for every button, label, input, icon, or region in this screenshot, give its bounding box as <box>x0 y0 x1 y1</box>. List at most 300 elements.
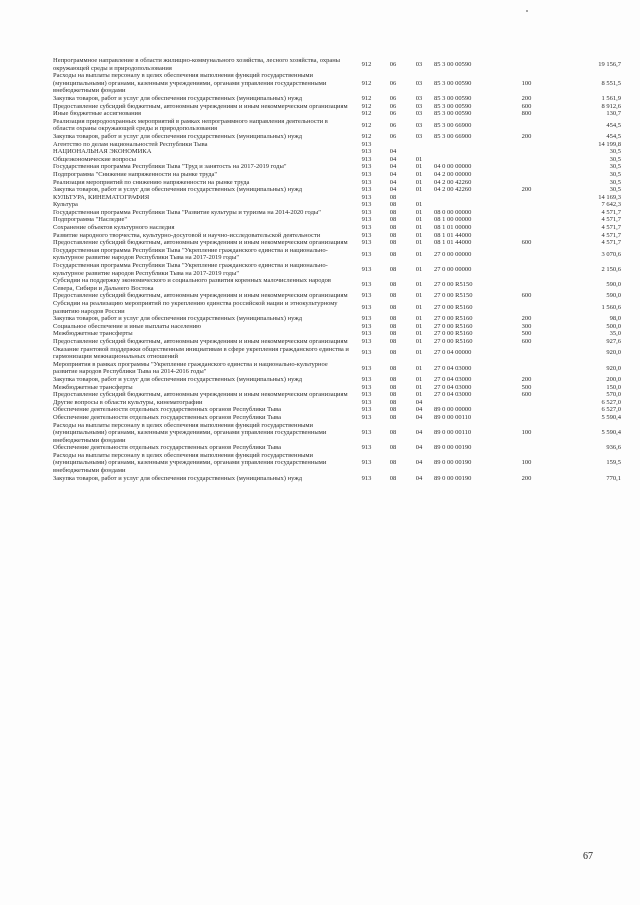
table-row <box>52 422 622 445</box>
row-ved-code: 912 <box>361 102 372 110</box>
row-section-code: 08 <box>389 193 397 201</box>
row-amount: 4 571,7 <box>601 216 621 224</box>
row-target-article-code: 08 1 00 00000 <box>434 216 472 224</box>
row-subsection-code: 04 <box>415 398 423 406</box>
row-name: Реализация природоохранных мероприятий в рамках непрограммного направления деятельности в области охраны окружающей среды и природопользования <box>53 117 328 133</box>
row-name: Межбюджетные трансферты <box>53 330 133 338</box>
row-target-article-code: 27 0 00 R5160 <box>434 330 473 338</box>
row-name: Предоставление субсидий бюджетным, автономным учреждениям и иным некоммерческим организациям <box>53 292 348 300</box>
row-target-article-code: 89 0 00 00190 <box>434 444 472 452</box>
row-target-article-code <box>433 141 509 149</box>
row-target-article-code: 89 0 00 00110 <box>434 413 472 421</box>
row-name: Субсидии на поддержку экономического и социального развития коренных малочисленных народов Севера, Сибири и Дальнего Востока <box>53 277 331 292</box>
row-amount: 30,5 <box>609 170 621 178</box>
row-expense-type-code <box>509 141 544 149</box>
row-target-article-code: 27 0 04 03000 <box>434 364 472 372</box>
row-target-article-code <box>433 156 509 164</box>
row-name: КУЛЬТУРА, КИНЕМАТОГРАФИЯ <box>53 193 150 201</box>
table-row <box>52 391 622 399</box>
row-expense-type-code <box>509 171 544 179</box>
row-ved-code: 913 <box>361 364 372 372</box>
row-target-article-code: 27 0 00 R5160 <box>434 315 473 323</box>
row-subsection-code: 04 <box>415 444 423 452</box>
row-section-code: 08 <box>389 281 397 289</box>
table-row <box>52 171 622 179</box>
table-row <box>52 384 622 392</box>
row-name: Непрограммное направление в области жилищно-коммунального хозяйства, лесного хозяйства, охраны окружающей среды и природопользования <box>53 57 341 72</box>
row-section-code: 08 <box>389 364 397 372</box>
row-subsection-code: 03 <box>415 94 423 102</box>
row-target-article-code: 89 0 00 00000 <box>434 406 472 414</box>
row-name: Государственная программа Республики Тыва "Укрепление гражданского единства и национально-культурное развитие народов Республики Тыва на 2017-2019 годы" <box>53 246 328 262</box>
row-name: Социальное обеспечение и иные выплаты населению <box>53 322 202 330</box>
row-expense-type-code: 600 <box>521 239 532 247</box>
row-target-article-code: 27 0 04 03000 <box>434 383 472 391</box>
table-row <box>52 186 622 194</box>
table-row <box>52 179 622 187</box>
row-amount: 5 590,4 <box>601 429 621 437</box>
table-row <box>52 338 622 346</box>
row-subsection-code: 01 <box>415 364 423 372</box>
row-ved-code: 913 <box>361 406 372 414</box>
row-expense-type-code <box>509 300 544 315</box>
row-subsection-code: 01 <box>415 349 423 357</box>
row-expense-type-code <box>509 406 544 414</box>
row-ved-code: 912 <box>361 60 372 68</box>
row-ved-code: 913 <box>361 265 372 273</box>
row-expense-type-code <box>509 179 544 187</box>
row-subsection-code: 04 <box>415 474 423 482</box>
row-ved-code: 913 <box>361 330 372 338</box>
row-expense-type-code: 600 <box>521 102 532 110</box>
row-name: Иные бюджетные ассигнования <box>53 110 142 118</box>
page-number: 67 <box>583 851 593 862</box>
row-expense-type-code <box>509 216 544 224</box>
row-section-code: 06 <box>389 79 397 87</box>
table-row <box>52 239 622 247</box>
row-subsection-code: 01 <box>415 208 423 216</box>
row-expense-type-code <box>509 148 544 156</box>
row-target-article-code: 04 0 00 00000 <box>434 163 472 171</box>
row-ved-code: 913 <box>361 163 372 171</box>
row-amount: 30,5 <box>609 186 621 194</box>
row-section-code: 08 <box>389 391 397 399</box>
row-ved-code: 912 <box>361 121 372 129</box>
row-section-code: 04 <box>389 186 397 194</box>
row-expense-type-code: 100 <box>521 79 532 87</box>
row-ved-code: 913 <box>361 239 372 247</box>
row-ved-code: 913 <box>361 429 372 437</box>
row-section-code: 08 <box>389 459 397 467</box>
row-name: Предоставление субсидий бюджетным, автономным учреждениям и иным некоммерческим организациям <box>53 337 348 345</box>
row-target-article-code: 27 0 00 00000 <box>434 250 472 258</box>
row-expense-type-code <box>509 414 544 422</box>
row-section-code: 08 <box>389 265 397 273</box>
row-amount: 130,7 <box>606 110 621 118</box>
row-subsection-code: 01 <box>415 265 423 273</box>
row-name: Закупка товаров, работ и услуг для обеспечения государственных (муниципальных) нужд <box>53 94 303 102</box>
row-amount: 2 150,6 <box>601 265 621 273</box>
row-section-code: 08 <box>389 330 397 338</box>
row-expense-type-code: 600 <box>521 292 532 300</box>
row-section-code: 08 <box>389 322 397 330</box>
row-ved-code: 913 <box>361 281 372 289</box>
row-expense-type-code <box>509 224 544 232</box>
row-subsection-code: 01 <box>415 315 423 323</box>
row-ved-code: 913 <box>361 201 372 209</box>
row-ved-code: 913 <box>361 178 372 186</box>
row-section-code: 06 <box>389 102 397 110</box>
row-name: Расходы на выплаты персоналу в целях обеспечения выполнения функций государственными (муниципальными) органами, казенными учреждениями, органами управления государственными внебюджетными фондами <box>53 421 327 444</box>
row-ved-code: 913 <box>361 292 372 300</box>
row-amount: 454,5 <box>606 132 621 140</box>
row-name: Подпрограмма "Наследие" <box>53 216 128 224</box>
row-section-code: 08 <box>389 239 397 247</box>
row-amount: 14 169,3 <box>598 193 621 201</box>
row-ved-code: 913 <box>361 216 372 224</box>
row-amount: 920,0 <box>606 349 621 357</box>
table-row <box>52 323 622 331</box>
row-subsection-code: 01 <box>415 391 423 399</box>
row-amount: 30,5 <box>609 155 621 163</box>
row-name: Общеэкономические вопросы <box>53 155 136 163</box>
row-target-article-code <box>433 399 509 407</box>
row-name: Закупка товаров, работ и услуг для обеспечения государственных (муниципальных) нужд <box>53 132 303 140</box>
row-ved-code: 913 <box>361 383 372 391</box>
row-target-article-code: 85 3 00 00590 <box>434 60 472 68</box>
row-target-article-code: 85 3 00 66900 <box>434 132 472 140</box>
table-row <box>52 277 622 292</box>
table-row <box>52 72 622 95</box>
row-ved-code: 913 <box>361 140 372 148</box>
row-amount: 30,5 <box>609 178 621 186</box>
row-ved-code: 913 <box>361 250 372 258</box>
table-row <box>52 209 622 217</box>
table-row <box>52 406 622 414</box>
row-ved-code: 913 <box>361 315 372 323</box>
row-expense-type-code <box>509 361 544 376</box>
row-name: Субсидии на реализацию мероприятий по укреплению единства российской нации и этнокультурному развитию народов России <box>53 300 338 315</box>
row-ved-code: 912 <box>361 79 372 87</box>
row-ved-code: 912 <box>361 132 372 140</box>
row-expense-type-code: 200 <box>521 94 532 102</box>
row-amount: 30,5 <box>609 163 621 171</box>
row-ved-code: 913 <box>361 148 372 156</box>
row-ved-code: 913 <box>361 391 372 399</box>
row-target-article-code <box>433 201 509 209</box>
row-subsection-code: 03 <box>415 132 423 140</box>
row-ved-code: 913 <box>361 231 372 239</box>
row-subsection-code: 01 <box>415 322 423 330</box>
row-subsection-code: 04 <box>415 459 423 467</box>
row-target-article-code: 27 0 00 R5160 <box>434 322 473 330</box>
budget-table-body <box>52 57 622 482</box>
row-target-article-code: 85 3 00 66900 <box>434 121 472 129</box>
row-amount: 14 199,8 <box>598 140 621 148</box>
row-section-code: 04 <box>389 178 397 186</box>
row-amount: 570,0 <box>606 391 621 399</box>
row-expense-type-code: 200 <box>521 132 532 140</box>
row-section-code: 08 <box>389 337 397 345</box>
table-row <box>52 201 622 209</box>
row-expense-type-code <box>509 201 544 209</box>
table-row <box>52 452 622 475</box>
table-row <box>52 57 622 72</box>
row-name: Государственная программа Республики Тыва "Укрепление гражданского единства и национально-культурное развитие народов Республики Тыва на 2017-2019 годы" <box>53 262 328 277</box>
row-section-code: 08 <box>389 349 397 357</box>
row-expense-type-code: 100 <box>521 459 532 467</box>
row-subsection-code: 03 <box>415 110 423 118</box>
table-row <box>52 118 622 133</box>
row-expense-type-code: 100 <box>521 429 532 437</box>
table-row <box>52 376 622 384</box>
row-expense-type-code <box>509 346 544 361</box>
row-section-code: 08 <box>389 224 397 232</box>
row-section-code: 06 <box>389 110 397 118</box>
row-ved-code: 913 <box>361 398 372 406</box>
row-name: Агентство по делам национальностей Республики Тыва <box>53 140 208 148</box>
table-row <box>52 399 622 407</box>
row-target-article-code: 27 0 00 R5150 <box>434 292 473 300</box>
table-row <box>52 232 622 240</box>
row-ved-code: 913 <box>361 349 372 357</box>
table-row <box>52 148 622 156</box>
row-subsection-code: 01 <box>415 224 423 232</box>
row-name: Расходы на выплаты персоналу в целях обеспечения выполнения функций государственными (муниципальными) органами, казенными учреждениями, органами управления государственными внебюджетными фондами <box>53 451 327 475</box>
row-expense-type-code: 200 <box>521 375 532 383</box>
row-amount: 8 912,6 <box>601 102 621 110</box>
row-section-code: 04 <box>389 148 397 156</box>
row-subsection-code: 01 <box>415 186 423 194</box>
row-target-article-code: 27 0 00 R5160 <box>434 303 473 311</box>
row-subsection-code: 01 <box>415 163 423 171</box>
row-amount: 1 561,9 <box>601 94 621 102</box>
row-section-code: 08 <box>389 474 397 482</box>
row-amount: 19 156,7 <box>598 60 621 68</box>
scan-speck <box>526 10 528 12</box>
row-section-code: 06 <box>389 132 397 140</box>
row-section-code: 08 <box>389 250 397 258</box>
row-subsection-code <box>405 141 433 149</box>
row-ved-code: 912 <box>361 110 372 118</box>
row-expense-type-code: 300 <box>521 322 532 330</box>
row-expense-type-code <box>509 232 544 240</box>
row-amount: 7 642,3 <box>601 201 621 209</box>
table-row <box>52 247 622 262</box>
row-amount: 4 571,7 <box>601 224 621 232</box>
row-expense-type-code <box>509 209 544 217</box>
row-subsection-code: 04 <box>415 406 423 414</box>
row-amount: 936,6 <box>606 444 621 452</box>
row-expense-type-code: 200 <box>521 474 532 482</box>
row-subsection-code: 01 <box>415 303 423 311</box>
row-section-code: 08 <box>389 201 397 209</box>
table-row <box>52 475 622 483</box>
row-name: Государственная программа Республики Тыва "Развитие культуры и туризма на 2014-2020 годы" <box>53 208 321 216</box>
table-row <box>52 300 622 315</box>
row-target-article-code: 85 3 00 00590 <box>434 79 472 87</box>
row-name: Закупка товаров, работ и услуг для обеспечения государственных (муниципальных) нужд <box>53 375 303 383</box>
row-target-article-code: 04 2 00 00000 <box>434 170 472 178</box>
row-name: Обеспечение деятельности отдельных государственных органов Республики Тыва <box>53 444 281 452</box>
table-row <box>52 292 622 300</box>
row-target-article-code: 08 0 00 00000 <box>434 208 472 216</box>
table-row <box>52 330 622 338</box>
row-ved-code: 912 <box>361 94 372 102</box>
row-ved-code: 913 <box>361 444 372 452</box>
row-subsection-code <box>405 194 433 202</box>
row-subsection-code: 03 <box>415 121 423 129</box>
table-row <box>52 315 622 323</box>
row-target-article-code: 08 1 01 44000 <box>434 231 472 239</box>
row-target-article-code: 08 1 01 00000 <box>434 224 472 232</box>
row-name: Государственная программа Республики Тыва "Труд и занятость на 2017-2019 годы" <box>53 163 287 171</box>
row-ved-code: 913 <box>361 459 372 467</box>
table-row <box>52 224 622 232</box>
row-name: Предоставление субсидий бюджетным, автономным учреждениям и иным некоммерческим организациям <box>53 391 348 399</box>
row-ved-code: 913 <box>361 337 372 345</box>
table-row <box>52 156 622 164</box>
row-section-code: 04 <box>389 163 397 171</box>
row-expense-type-code: 500 <box>521 383 532 391</box>
row-amount: 6 527,0 <box>601 406 621 414</box>
row-name: Межбюджетные трансферты <box>53 383 133 391</box>
row-target-article-code: 89 0 00 00110 <box>434 429 472 437</box>
row-name: Предоставление субсидий бюджетным, автономным учреждениям и иным некоммерческим организациям <box>53 102 348 110</box>
row-expense-type-code <box>509 399 544 407</box>
row-target-article-code <box>433 194 509 202</box>
row-section-code: 06 <box>389 94 397 102</box>
row-section-code: 04 <box>389 155 397 163</box>
row-target-article-code: 27 0 04 03000 <box>434 375 472 383</box>
row-amount: 920,0 <box>606 364 621 372</box>
table-row <box>52 141 622 149</box>
row-section-code: 08 <box>389 398 397 406</box>
table-row <box>52 444 622 452</box>
row-section-code: 08 <box>389 303 397 311</box>
row-expense-type-code: 800 <box>521 110 532 118</box>
row-expense-type-code: 600 <box>521 337 532 345</box>
row-target-article-code: 27 0 04 03000 <box>434 391 472 399</box>
row-name: Закупка товаров, работ и услуг для обеспечения государственных (муниципальных) нужд <box>53 315 303 323</box>
row-name: Обеспечение деятельности отдельных государственных органов Республики Тыва <box>53 413 281 421</box>
table-row <box>52 414 622 422</box>
row-amount: 4 571,7 <box>601 208 621 216</box>
row-expense-type-code <box>509 262 544 277</box>
row-amount: 454,5 <box>606 121 621 129</box>
row-ved-code: 913 <box>361 155 372 163</box>
table-row <box>52 110 622 118</box>
row-expense-type-code: 500 <box>521 330 532 338</box>
row-amount: 1 560,6 <box>601 303 621 311</box>
row-section-code: 08 <box>389 444 397 452</box>
row-section-code: 08 <box>389 383 397 391</box>
row-target-article-code: 27 0 00 R5160 <box>434 337 473 345</box>
row-amount: 3 070,6 <box>601 250 621 258</box>
row-amount: 30,5 <box>609 148 621 156</box>
row-subsection-code: 04 <box>415 429 423 437</box>
row-target-article-code <box>433 148 509 156</box>
row-amount: 150,0 <box>606 383 621 391</box>
row-amount: 200,0 <box>606 375 621 383</box>
row-amount: 98,0 <box>609 315 621 323</box>
row-subsection-code: 01 <box>415 250 423 258</box>
row-expense-type-code <box>509 156 544 164</box>
row-name: Другие вопросы в области культуры, кинематографии <box>53 398 203 406</box>
row-expense-type-code: 200 <box>521 186 532 194</box>
row-target-article-code: 27 0 00 R5150 <box>434 281 473 289</box>
row-name: Подпрограмма "Снижение напряженности на рынке труда" <box>53 170 218 178</box>
row-name: Развитие народного творчества, культурно-досуговой и научно-исследовательской деятельности <box>53 231 321 239</box>
table-row <box>52 163 622 171</box>
table-row <box>52 95 622 103</box>
row-section-code: 08 <box>389 208 397 216</box>
row-subsection-code: 01 <box>415 201 423 209</box>
row-amount: 500,0 <box>606 322 621 330</box>
row-ved-code: 913 <box>361 303 372 311</box>
row-subsection-code: 04 <box>415 413 423 421</box>
row-target-article-code: 85 3 00 00590 <box>434 94 472 102</box>
row-section-code: 08 <box>389 375 397 383</box>
row-target-article-code: 08 1 01 44000 <box>434 239 472 247</box>
row-amount: 159,5 <box>606 459 621 467</box>
row-name: Оказание грантовой поддержки общественным инициативам в сфере укрепления гражданского единства и гармонизации межнациональных отношений <box>53 345 349 361</box>
row-expense-type-code <box>509 277 544 292</box>
row-name: Расходы на выплаты персоналу в целях обеспечения выполнения функций государственными (муниципальными) органами, казенными учреждениями, органами управления государственными внебюджетными фондами <box>53 72 327 95</box>
row-name: Культура <box>53 201 78 209</box>
row-name: Мероприятия в рамках программы "Укрепление гражданского единства и национально-культурное развитие народов Республики Тыва на 2014-2016 годы" <box>53 360 328 376</box>
table-row <box>52 216 622 224</box>
row-ved-code: 913 <box>361 170 372 178</box>
row-amount: 6 527,0 <box>601 398 621 406</box>
budget-table <box>52 57 622 482</box>
row-subsection-code: 03 <box>415 60 423 68</box>
table-row <box>52 262 622 277</box>
row-subsection-code: 01 <box>415 281 423 289</box>
row-subsection-code: 01 <box>415 155 423 163</box>
row-amount: 4 571,7 <box>601 231 621 239</box>
row-section-code: 08 <box>389 429 397 437</box>
row-subsection-code: 01 <box>415 239 423 247</box>
row-target-article-code: 89 0 00 00190 <box>434 459 472 467</box>
row-amount: 8 551,5 <box>601 79 621 87</box>
row-section-code: 06 <box>389 121 397 129</box>
row-target-article-code: 27 0 04 00000 <box>434 349 472 357</box>
row-name: Реализация мероприятий по снижению напряженности на рынке труда <box>53 178 250 186</box>
row-name: Сохранение объектов культурного наследия <box>53 224 175 232</box>
row-ved-code: 913 <box>361 474 372 482</box>
row-subsection-code <box>405 148 433 156</box>
row-section-code: 08 <box>389 292 397 300</box>
row-section-code: 08 <box>389 315 397 323</box>
table-row <box>52 361 622 376</box>
row-ved-code: 913 <box>361 413 372 421</box>
row-subsection-code: 01 <box>415 330 423 338</box>
row-ved-code: 913 <box>361 322 372 330</box>
table-row <box>52 194 622 202</box>
row-amount: 35,0 <box>609 330 621 338</box>
row-target-article-code: 04 2 00 42260 <box>434 186 472 194</box>
row-target-article-code: 85 3 00 00590 <box>434 110 472 118</box>
row-target-article-code: 27 0 00 00000 <box>434 265 472 273</box>
row-target-article-code: 89 0 00 00190 <box>434 474 472 482</box>
row-expense-type-code <box>509 163 544 171</box>
row-section-code: 08 <box>389 406 397 414</box>
row-section-code: 06 <box>389 60 397 68</box>
row-ved-code: 913 <box>361 186 372 194</box>
row-name: НАЦИОНАЛЬНАЯ ЭКОНОМИКА <box>53 148 152 156</box>
row-ved-code: 913 <box>361 375 372 383</box>
